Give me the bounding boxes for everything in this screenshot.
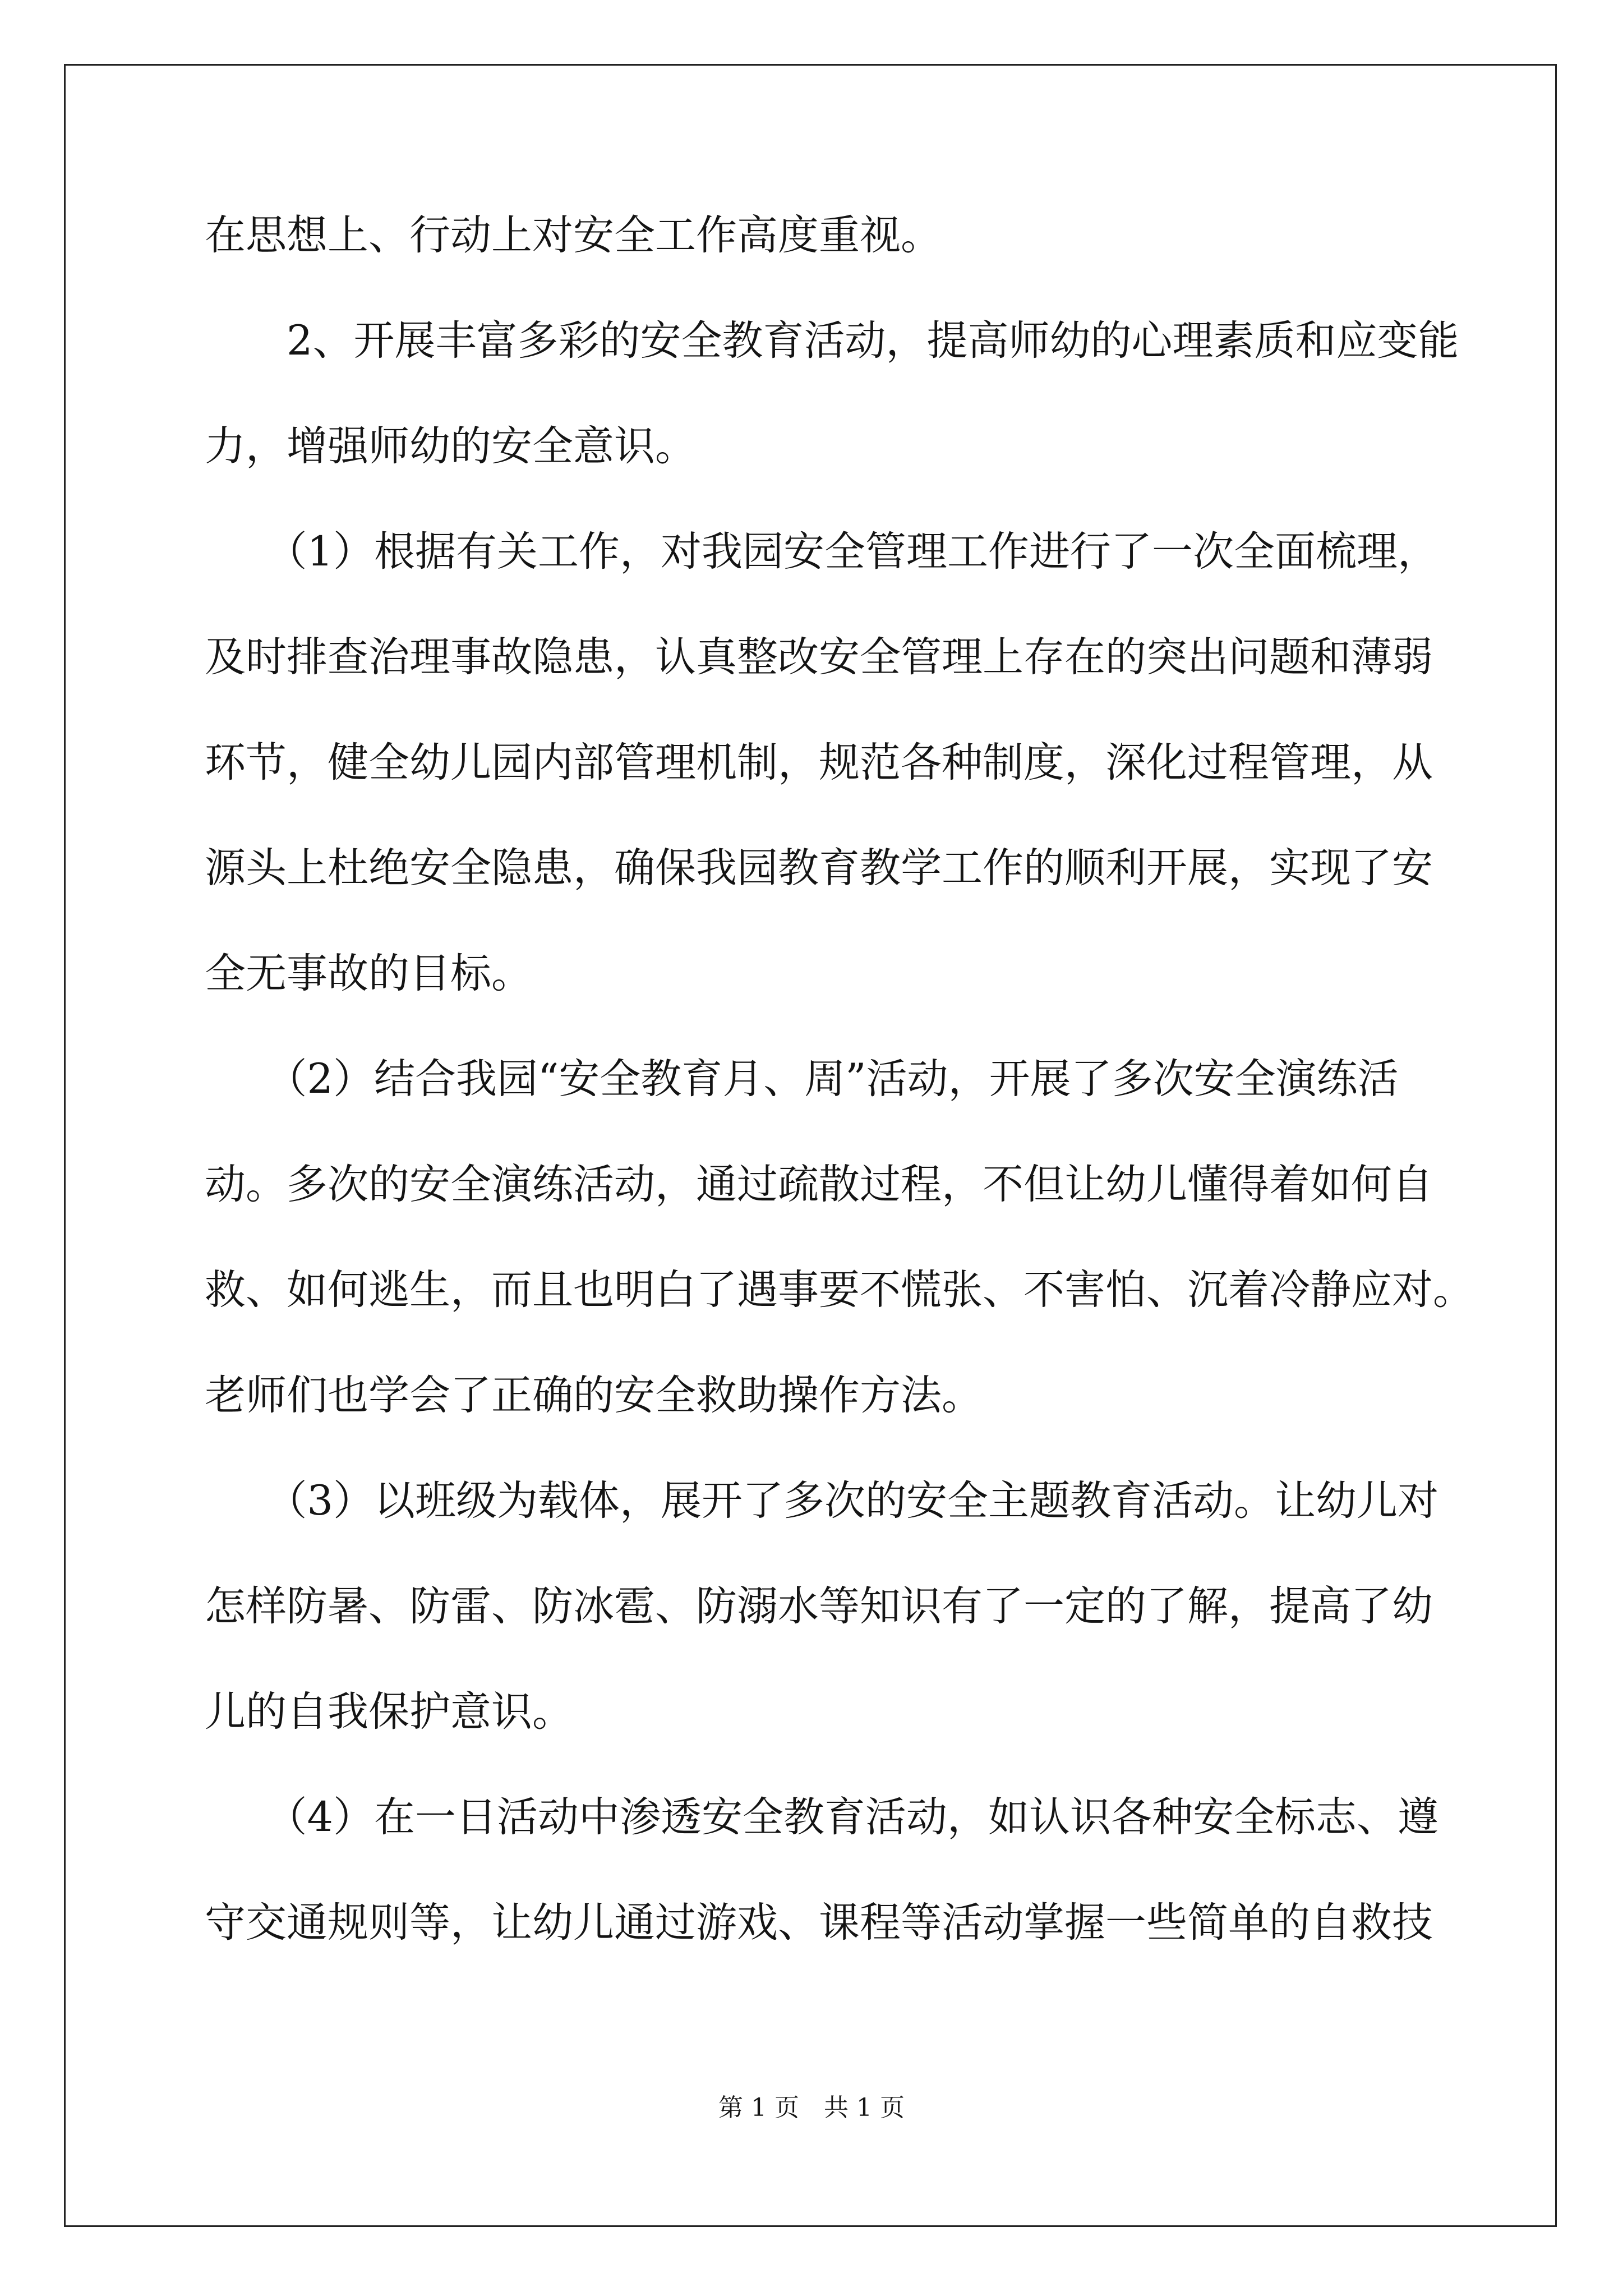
text-line: （4）在一日活动中渗透安全教育活动，如认识各种安全标志、遵 — [205, 1793, 1438, 1841]
text-line: 源头上杜绝安全隐患，确保我园教育教学工作的顺利开展，实现了安 — [205, 844, 1433, 892]
text-line: 老师们也学会了正确的安全救助操作方法。 — [205, 1372, 983, 1419]
text-line: （2）结合我园“安全教育月、周”活动，开展了多次安全演练活 — [205, 1055, 1399, 1103]
text-line: 2、开展丰富多彩的安全教育活动，提高师幼的心理素质和应变能 — [205, 317, 1459, 365]
text-line: 力，增强师幼的安全意识。 — [205, 422, 696, 470]
text-line: 救、如何逃生，而且也明白了遇事要不慌张、不害怕、沉着冷静应对。 — [205, 1266, 1474, 1314]
text-line: 儿的自我保护意识。 — [205, 1688, 573, 1736]
text-line: （3）以班级为载体，展开了多次的安全主题教育活动。让幼儿对 — [205, 1477, 1438, 1525]
text-line: 在思想上、行动上对安全工作高度重视。 — [205, 211, 942, 259]
text-line: 及时排查治理事故隐患，认真整改安全管理上存在的突出问题和薄弱 — [205, 633, 1433, 681]
text-line: 全无事故的目标。 — [205, 950, 532, 997]
text-line: （1）根据有关工作，对我园安全管理工作进行了一次全面梳理， — [205, 528, 1438, 576]
text-line: 环节，健全幼儿园内部管理机制，规范各种制度，深化过程管理，从 — [205, 739, 1433, 786]
text-line: 动。多次的安全演练活动，通过疏散过程，不但让幼儿懂得着如何自 — [205, 1161, 1433, 1208]
page-number-footer: 第 1 页 共 1 页 — [718, 2093, 905, 2122]
text-line: 怎样防暑、防雷、防冰雹、防溺水等知识有了一定的了解，提高了幼 — [205, 1582, 1433, 1630]
text-line: 守交通规则等，让幼儿通过游戏、课程等活动掌握一些简单的自救技 — [205, 1899, 1433, 1947]
